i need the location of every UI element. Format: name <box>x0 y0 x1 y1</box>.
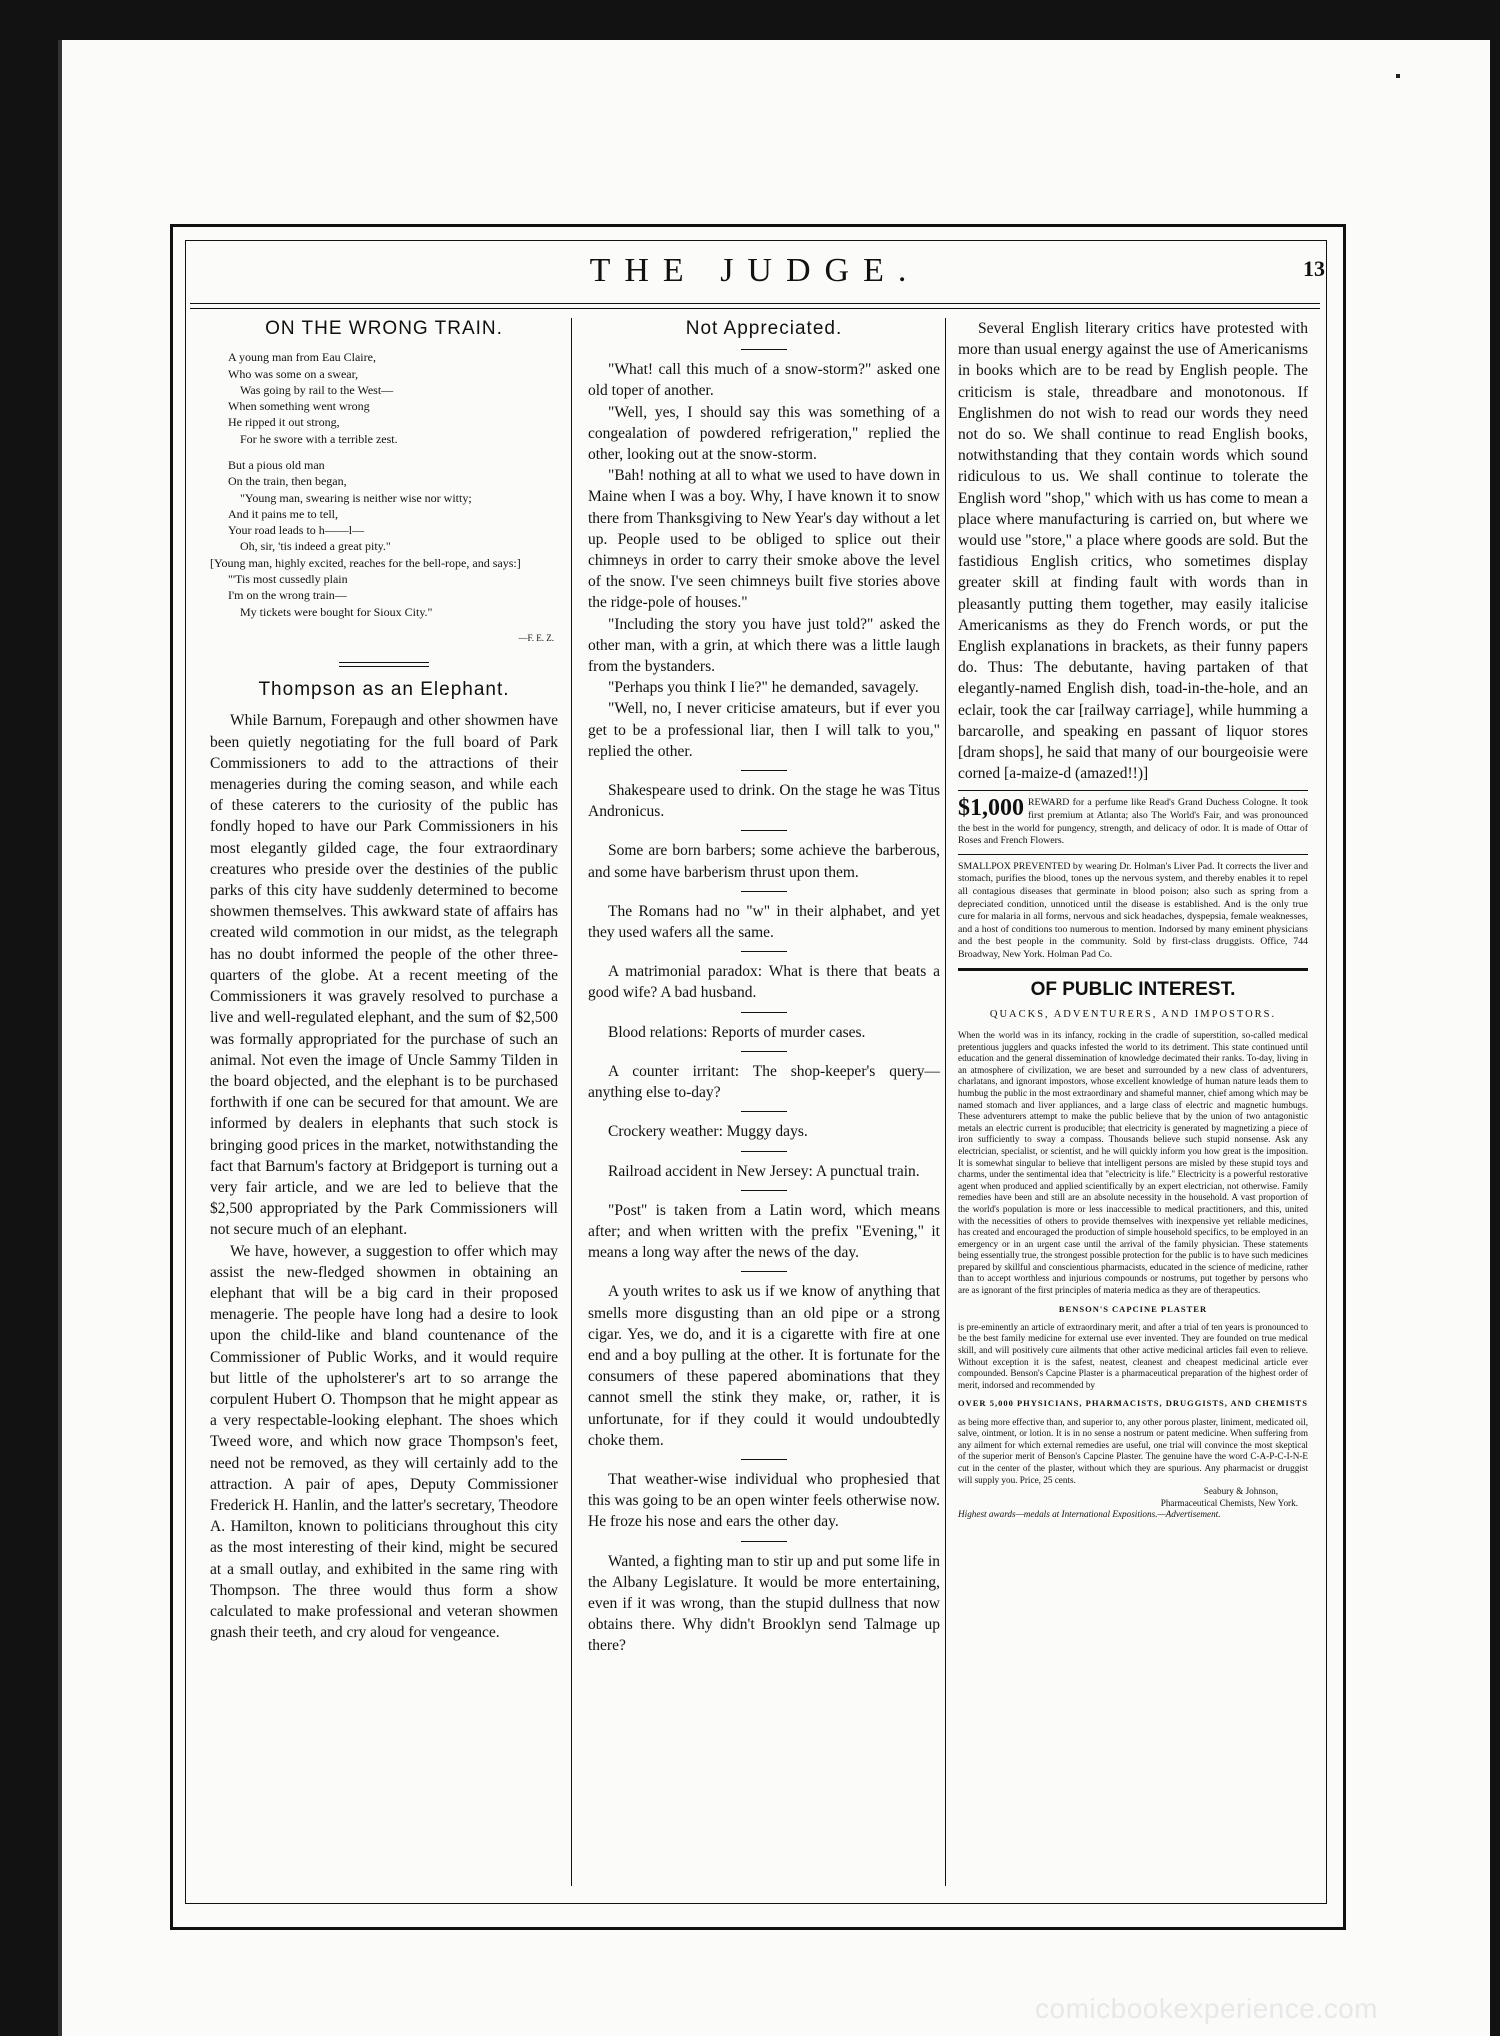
column-1 <box>210 318 558 1643</box>
product-body-2: as being more effective than, and superior to, any other porous plaster, liniment, medicated oil, salve, ointment, or lotion. It is in no sense a nostrum or patent medicine. When suffering from any ailment for which external remedies are useful, one trial will convince the most skeptical of the superior merit of Benson's Capcine Plaster. The genuine have the word C-A-P-C-I-N-E cut in the center of the plaster, without which they are spurious. Any pharmacist or druggist will supply you. Price, 25 cents. <box>958 1416 1308 1485</box>
section-rule <box>741 891 787 892</box>
column-3 <box>958 318 1308 1521</box>
dialogue-paragraph: "Well, yes, I should say this was something of a congealation of powdered refrigeration," replied the other, looking out at the snow-storm. <box>588 403 940 464</box>
section-rule <box>741 951 787 952</box>
ad-footer: Highest awards—medals at International Expositions.—Advertisement. <box>958 1509 1221 1520</box>
section-rule <box>741 770 787 771</box>
poem-stanza <box>228 349 558 447</box>
article-title: Not Appreciated. <box>685 318 843 339</box>
page-number: 13 <box>1303 256 1325 281</box>
poem-line: Was going by rail to the West— <box>240 382 394 397</box>
page-edge <box>58 40 62 2036</box>
poem-line: And it pains me to tell, <box>228 506 338 521</box>
public-interest-title: OF PUBLIC INTEREST. <box>1030 978 1236 1000</box>
dialogue-paragraph: "Including the story you have just told?" asked the other man, with a grin, at which there was a little laugh from the bystanders. <box>588 615 940 676</box>
section-rule <box>741 1459 787 1460</box>
joke-item: Railroad accident in New Jersey: A punctual train. <box>608 1162 920 1180</box>
poem-line: A young man from Eau Claire, <box>228 350 376 365</box>
article-body <box>588 359 940 762</box>
joke-item: "Post" is taken from a Latin word, which means after; and when written with the prefix "Evening," it means a long way after the news of the day. <box>588 1201 940 1262</box>
public-interest-body: When the world was in its infancy, rocking in the cradle of superstition, so-called medical pretentious jugglers and quacks infested the world to its detriment. This state continued until education and the general dissemination of knowledge decimated their ranks. To-day, living in an atmosphere of civilization, we are beset and surrounded by a new class of adventurers, charlatans, and ignorant impostors, whose excellent knowledge of human nature leads them to humbug the public in the most extraordinary and shameful manner, chief among which may be named stomach and liver appliances, and a large class of electric and magnetic humbugs. These adventurers attempt to make the public believe that by the union of two antagonistic metals an electric current is producible; that electricity is generated by magnetizing a piece of iron sufficiently to sway a compass. Thousands believe such stupid nonsense. Ask any electrician, specialist, or scientist, and he will quickly inform you how great is the imposition. It is somewhat singular to believe that intelligent persons are misled by these stupid toys and charms, under the sentimental idea that "electricity is life." Electricity is a powerful restorative agent when produced and applied scientifically by an expert electrician, not otherwise. Family remedies have been and still are an absolute necessity in the household. A vast proportion of the world's population is more or less inaccessible to medical practitioners, and this, united with the necessities of others to provide themselves with inexpensive yet reliable medicines, has created and encouraged the production of simple household specifics, to be employed in an emergency or in an urgent case until the arrival of the family physician. These statements being essentially true, the strongest possible protection for the public is to have such medicines prepared by skillful and conscientious pharmacists, educated in the science of medicine, rather than to accept worthless and injurious compounds or nostrums, put together by persons who are as ignorant of the first principles of materia medica as they are of therapeutics. <box>958 1030 1308 1296</box>
article-body <box>210 710 558 1643</box>
section-rule <box>741 1051 787 1052</box>
joke-item: That weather-wise individual who prophesied that this was going to be an open winter feels otherwise now. He froze his nose and ears the other day. <box>588 1470 940 1531</box>
poem-line: Who was some on a swear, <box>228 366 359 381</box>
poem-line: Oh, sir, 'tis indeed a great pity." <box>240 539 391 554</box>
poem-stanza <box>210 457 558 620</box>
section-rule <box>958 790 1308 791</box>
masthead-rule <box>190 308 1320 309</box>
poem-line: My tickets were bought for Sioux City." <box>240 604 433 619</box>
poem-line: On the train, then began, <box>228 474 347 489</box>
joke-item: A youth writes to ask us if we know of anything that smells more disgusting than an old pipe or a strong cigar. Yes, we do, and it is a cigarette with fire at one end and a boy pulling at the other. It is fortunate for the consumers of these papered abominations that they cannot smell the stink they make, or, rather, it is unfortunate, for if they could it would undoubtedly choke them. <box>588 1283 940 1449</box>
column-divider <box>571 318 572 1886</box>
dialogue-paragraph: "What! call this much of a snow-storm?" asked one old toper of another. <box>588 361 940 400</box>
section-rule <box>741 1190 787 1191</box>
joke-item: Shakespeare used to drink. On the stage he was Titus Andronicus. <box>588 782 940 821</box>
product-body: is pre-eminently an article of extraordinary merit, and after a trial of ten years is pronounced to be the best family medicine for external use ever invented. They are founded on true medical skill, and will positively cure ailments that other active medicinal articles fail even to relieve. Without exception it is the safest, neatest, cleanest and cheapest medicinal article ever compounded. Benson's Capcine Plaster is a pharmaceutical preparation of the highest order of merit, indorsed and recommended by <box>958 1321 1308 1390</box>
editorial-paragraph: Several English literary critics have protested with more than usual energy against the use of Americanisms in books which are to be read by English people. The criticism is stale, threadbare and monotonous. If Englishmen do not wish to read our words they need not do so. We shall continue to read English books, notwithstanding that they contain words which sound ridiculous to us. We shall continue to tolerate the English word "shop," which with us has come to mean a place where manufacturing is carried on, but where we would use "store," a place where goods are sold. But the fastidious English critics, who sometimes display greater skill at finding fault with words than in pleasantly putting them together, may easily italicise Americanisms as they do French words, or put the English explanations in brackets, as their funny papers do. Thus: The debutante, having partaken of that elegantly-named English dish, toad-in-the-hole, and an eclair, took the car [railway carriage], while humming a barcarolle, and speaking en passant of liquor stores [dram shops], he said that many of our bourgeoisie were corned [a-maize-d (amazed!!)] <box>958 320 1308 783</box>
jokes-list <box>588 770 940 1657</box>
dialogue-paragraph: "Perhaps you think I lie?" he demanded, savagely. <box>608 679 919 697</box>
joke-item: Wanted, a fighting man to stir up and put some life in the Albany Legislature. It would be more entertaining, even if it was wrong, than the stupid dullness that now obtains there. Why didn't Brooklyn send Talmage up there? <box>588 1552 940 1655</box>
poem-line: Your road leads to h——l— <box>228 523 365 538</box>
section-rule <box>741 1012 787 1013</box>
section-rule <box>741 1541 787 1542</box>
joke-item: Blood relations: Reports of murder cases. <box>608 1023 866 1041</box>
ad-text: REWARD for a perfume like Read's Grand Duchess Cologne. It took first premium at Atlanta; also The World's Fair, and was pronounced the best in the world for pungency, strength, and delicacy of odor. It is made of Ottar of Roses and French Flowers. <box>958 797 1308 847</box>
signoff-company: Seabury & Johnson, <box>1203 1486 1278 1497</box>
article-title: Thompson as an Elephant. <box>258 679 510 701</box>
scan-mark <box>1396 74 1400 78</box>
poem-line: "Young man, swearing is neither wise nor witty; <box>240 490 472 505</box>
section-rule <box>741 349 787 350</box>
endorsers-heading: OVER 5,000 PHYSICIANS, PHARMACISTS, DRUGGISTS, AND CHEMISTS <box>958 1398 1308 1409</box>
masthead-rule <box>190 303 1320 304</box>
ad-cologne <box>958 797 1308 847</box>
section-rule <box>741 1151 787 1152</box>
section-rule <box>741 1111 787 1112</box>
poem-line: [Young man, highly excited, reaches for the bell-rope, and says:] <box>210 555 521 570</box>
section-rule <box>339 662 429 667</box>
section-rule <box>741 830 787 831</box>
joke-item: Some are born barbers; some achieve the barberous, and some have barberism thrust upon them. <box>588 842 940 881</box>
poem-title: ON THE WRONG TRAIN. <box>265 318 503 339</box>
section-rule <box>958 968 1308 971</box>
watermark: comicbookexperience.com <box>1035 1993 1378 2024</box>
article-paragraph: While Barnum, Forepaugh and other showmen have been quietly negotiating for the full board of Park Commissioners to add to the attractions of their menageries during the coming season, and while each of these caterers to the curiosity of the public has fondly hoped to have our Park Commissioners in his most elegantly gilded cage, the four extraordinary creatures who preside over the destinies of the public parks of this city have suddenly determined to become showmen themselves. This awkward state of affairs has created wild commotion in our midst, as the telegraph has no doubt informed the people of the other three-quarters of the globe. At a recent meeting of the Commissioners it was gravely resolved to purchase a live and well-regulated elephant, and the sum of $2,500 was formally appropriated for the purchase of such an animal. Not even the image of Uncle Sammy Tilden in the board objected, and the elephant is to be purchased forthwith if one can be secured for that amount. We are informed by dealers in elephants that such stock is bringing good prices in the market, notwithstanding the fact that Barnum's factory at Bridgeport is turning out a very fair article, and we are led to believe that the $2,500 appropriated by the Park Commissioners will not secure much of an elephant. <box>210 712 558 1239</box>
ad-reward-amount: $1,000 <box>958 795 1024 822</box>
joke-item: Crockery weather: Muggy days. <box>608 1123 808 1141</box>
masthead <box>190 252 1320 292</box>
dialogue-paragraph: "Bah! nothing at all to what we used to have down in Maine when I was a boy. Why, I have known it to snow there from Thanksgiving to New Year's day without a let up. People used to be obliged to splice out their chimneys in order to carry their smoke above the level of the snow. I've seen chimneys built five stories above the ridge-pole of houses." <box>588 467 940 612</box>
ad-liver-pad: SMALLPOX PREVENTED by wearing Dr. Holman's Liver Pad. It corrects the liver and stomach, purifies the blood, tones up the nervous system, and thereby enables it to repel all contagious diseases that germinate in blood poison; also such as spring from a depreciated condition, unnoticed until the disease is established. And is the only true cure for malaria in all forms, nervous and sick headaches, dyspepsia, female weaknesses, and a host of conditions too numerous to mention. Indorsed by many eminent physicians and the best people in the community. Sold by first-class druggists. Office, 744 Broadway, New York. Holman Pad Co. <box>958 860 1308 960</box>
poem-line: But a pious old man <box>228 457 325 472</box>
dialogue-paragraph: "Well, no, I never criticise amateurs, but if ever you get to be a professional liar, then I will talk to you," replied the other. <box>588 700 940 760</box>
masthead-title: THE JUDGE. <box>589 252 921 289</box>
poem <box>210 349 558 646</box>
column-2 <box>588 318 940 1657</box>
poem-signature: —F. E. Z. <box>518 632 554 643</box>
poem-line: When something went wrong <box>228 399 370 414</box>
section-rule <box>741 1271 787 1272</box>
joke-item: A counter irritant: The shop-keeper's query—anything else to-day? <box>588 1062 940 1102</box>
poem-line: For he swore with a terrible zest. <box>240 431 398 446</box>
section-rule <box>958 854 1308 855</box>
poem-line: He ripped it out strong, <box>228 415 340 430</box>
poem-line: "'Tis most cussedly plain <box>228 572 348 587</box>
poem-line: I'm on the wrong train— <box>228 588 347 603</box>
column-divider <box>945 318 946 1886</box>
public-interest-subtitle: QUACKS, ADVENTURERS, AND IMPOSTORS. <box>989 1008 1277 1020</box>
product-heading: BENSON'S CAPCINE PLASTER <box>1058 1303 1208 1314</box>
joke-item: A matrimonial paradox: What is there that beats a good wife? A bad husband. <box>588 963 940 1002</box>
signoff-title: Pharmaceutical Chemists, New York. <box>1160 1497 1298 1508</box>
article-paragraph: We have, however, a suggestion to offer which may assist the new-fledged showmen in obtaining an elephant that will be a big card in their proposed menagerie. The people have long had a desire to look upon the child-like and bland countenance of the Commissioner of Public Works, and it would require but little of the upholsterer's art to so arrange the corpulent Hubert O. Thompson that he might appear as a very respectable-looking elephant. The shoes which Tweed wore, and which now grace Thompson's feet, need not be removed, as they will certainly add to the attraction. A pair of apes, Deputy Commissioner Frederick H. Hanlin, and the latter's secretary, Theodore A. Hamilton, known to politicians throughout this city as the most interesting of their kind, might be secured at a small outlay, and exhibited in the same ring with Thompson. The three would thus form a show calculated to make professional and veteran showmen gnash their teeth, and cry aloud for vengeance. <box>210 1242 558 1642</box>
joke-item: The Romans had no "w" in their alphabet, and yet they used wafers all the same. <box>588 902 940 942</box>
